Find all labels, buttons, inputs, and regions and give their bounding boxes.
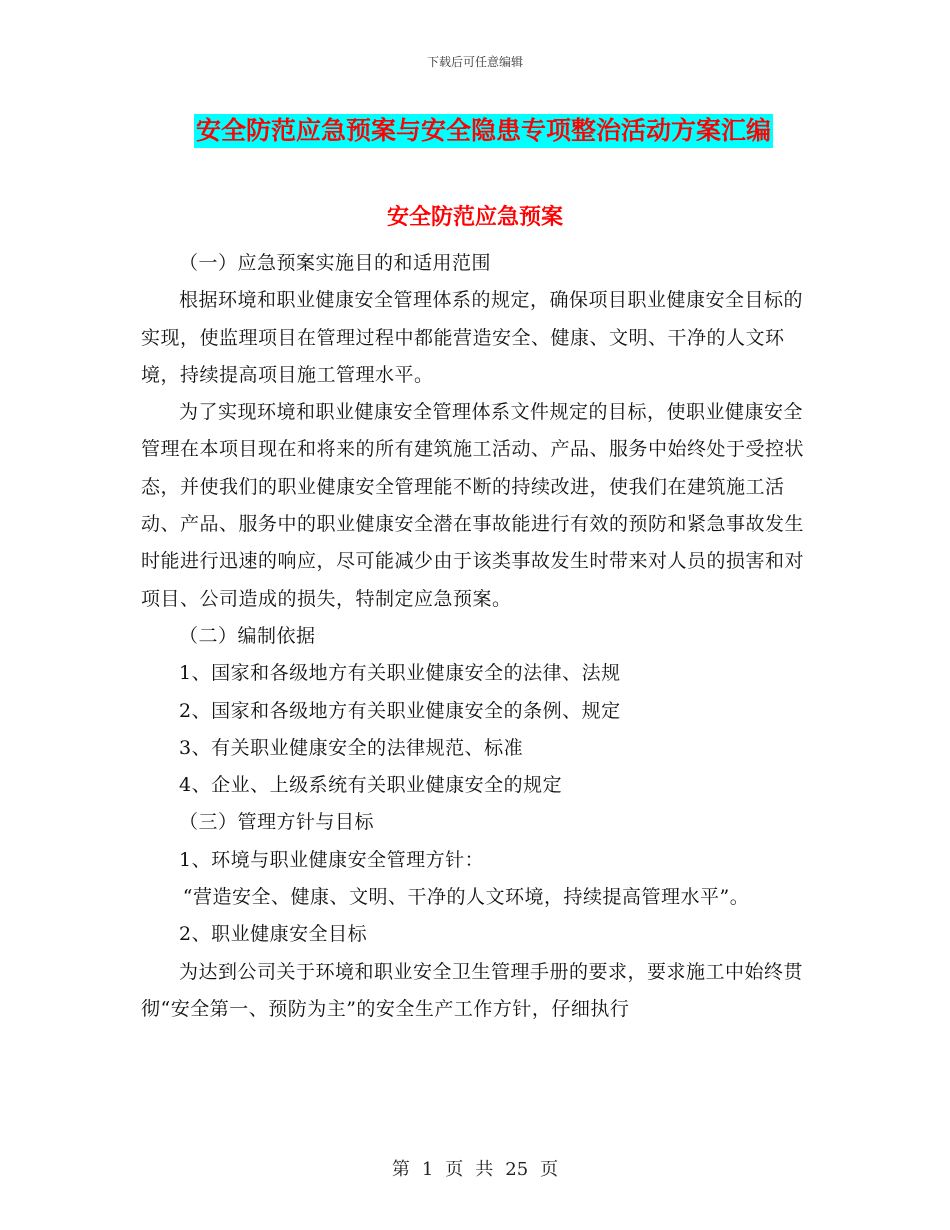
total-unit: 页 <box>540 1159 559 1180</box>
total-pages: 25 <box>505 1159 529 1180</box>
list-item: 1、环境与职业健康安全管理方针： <box>179 848 485 871</box>
document-main-title: 安全防范应急预案与安全隐患专项整治活动方案汇编 <box>194 114 773 148</box>
section-heading-3: （三）管理方针与目标 <box>179 811 375 834</box>
section-title: 安全防范应急预案 <box>386 205 563 230</box>
page-number: 1 <box>421 1159 434 1180</box>
policy-quote: “营造安全、健康、文明、干净的人文环境，持续提高管理水平”。 <box>182 886 750 909</box>
total-label: 共 <box>475 1159 494 1180</box>
paragraph: 为达到公司关于环境和职业安全卫生管理手册的要求，要求施工中始终贯彻“安全第一、预防为主”的安全生产工作方针，仔细执行 <box>141 960 804 1020</box>
section-heading-1: （一）应急预案实施目的和适用范围 <box>179 252 492 274</box>
document-body <box>141 245 811 1028</box>
page-footer <box>0 1155 950 1181</box>
list-item: 4、企业、上级系统有关职业健康安全的规定 <box>179 774 563 797</box>
list-item: 1、国家和各级地方有关职业健康安全的法律、法规 <box>179 662 621 685</box>
list-item: 2、国家和各级地方有关职业健康安全的条例、规定 <box>179 699 621 722</box>
page-label: 第 <box>391 1159 410 1180</box>
page-header-note: 下载后可任意编辑 <box>426 55 523 69</box>
page-unit: 页 <box>445 1159 464 1180</box>
paragraph: 根据环境和职业健康安全管理体系的规定，确保项目职业健康安全目标的实现，使监理项目在管理过程中都能营造安全、健康、文明、干净的人文环境，持续提高项目施工管理水平。 <box>141 289 804 386</box>
paragraph: 为了实现环境和职业健康安全管理体系文件规定的目标，使职业健康安全管理在本项目现在和将来的所有建筑施工活动、产品、服务中始终处于受控状态，并使我们的职业健康安全管理能不断的持续改进，使我们在建筑施工活动、产品、服务中的职业健康安全潜在事故能进行有效的预防和紧急事故发生时能进行迅速的响应，尽可能减少由于该类事故发生时带来对人员的损害和对项目、公司造成的损失，特制定应急预案。 <box>141 401 805 610</box>
section-heading-2: （二）编制依据 <box>179 624 316 647</box>
list-item: 3、有关职业健康安全的法律规范、标准 <box>179 736 524 759</box>
list-item: 2、职业健康安全目标 <box>179 923 368 946</box>
